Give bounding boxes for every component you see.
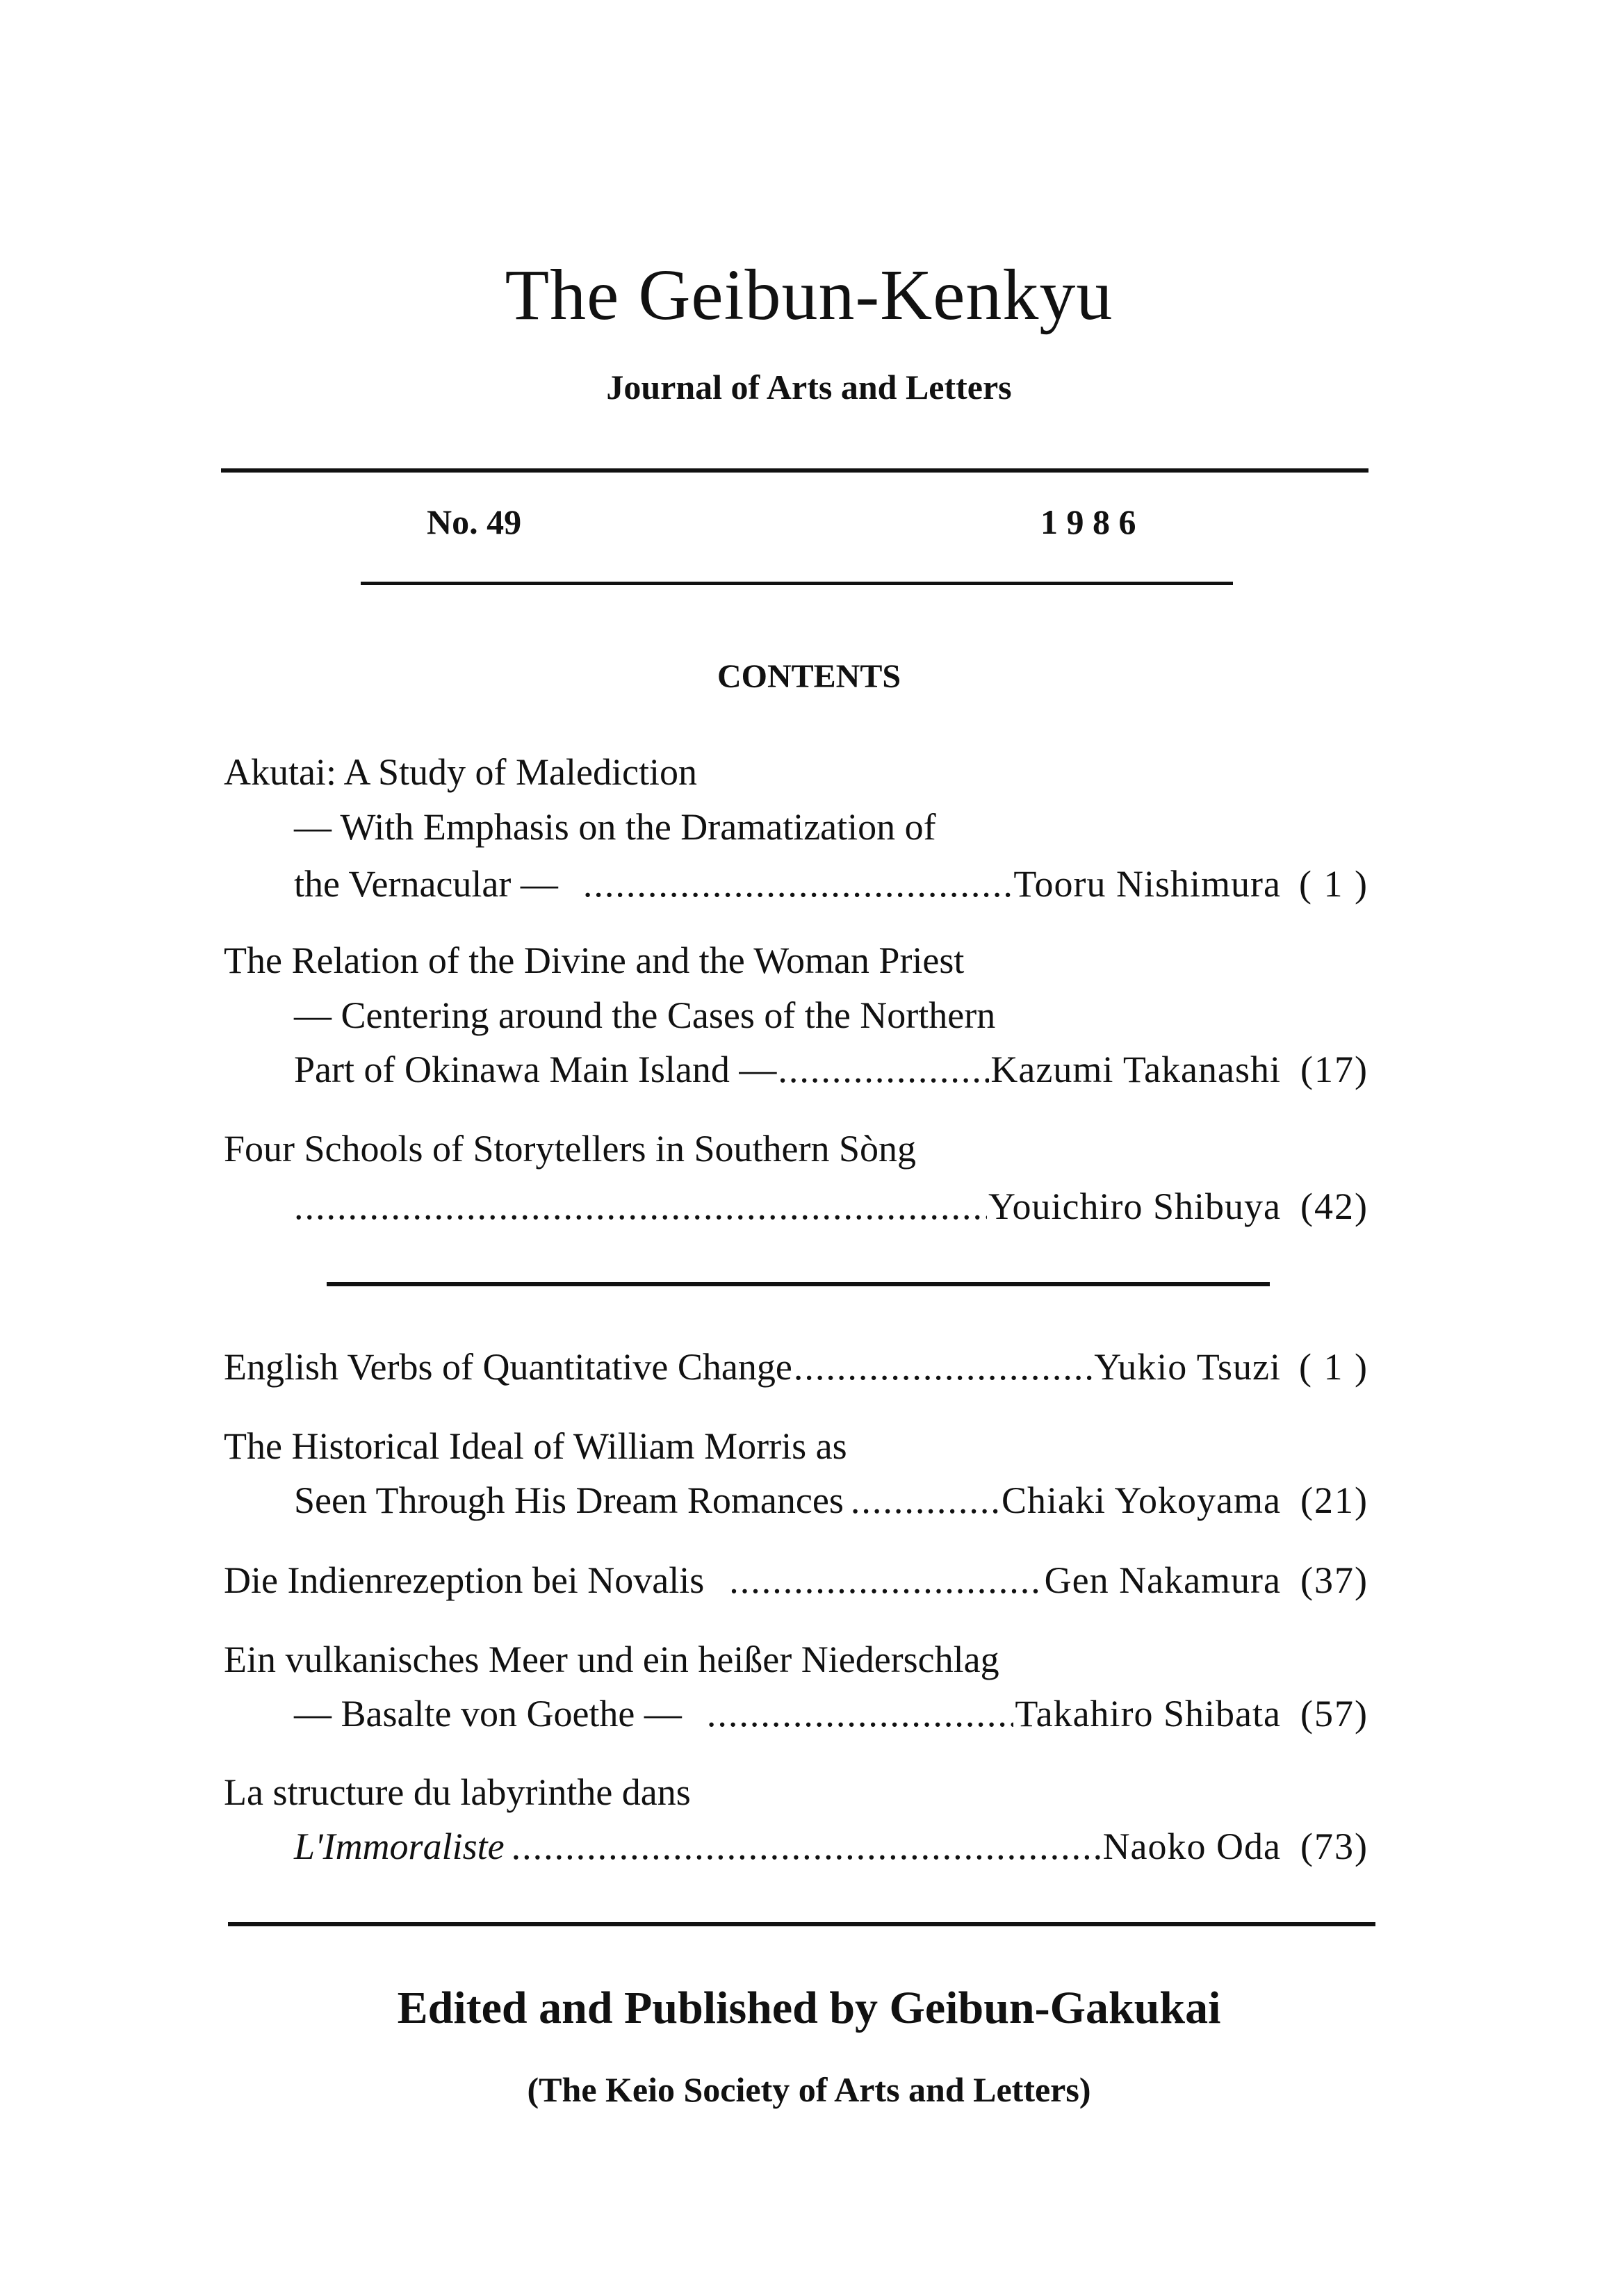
entry-page: (17) [1300, 1049, 1368, 1090]
toc-entry-4[interactable] [224, 1345, 1368, 1389]
entry-author: Chiaki Yokoyama [1001, 1479, 1281, 1521]
entry-page: ( 1 ) [1299, 863, 1368, 905]
toc-entry-2-line [294, 993, 1368, 1038]
entry-title: Four Schools of Storytellers in Southern Sòng [224, 1128, 916, 1170]
issue-number: No. 49 [427, 502, 522, 541]
entry-subtitle: Seen Through His Dream Romances [294, 1479, 844, 1521]
toc-entry-7-last[interactable] [294, 1691, 1368, 1736]
dot-leader [778, 1047, 989, 1092]
entry-title: The Relation of the Divine and the Woman Priest [224, 940, 965, 981]
journal-title: The Geibun-Kenkyu [505, 255, 1113, 335]
entry-author: Yukio Tsuzi [1094, 1346, 1281, 1388]
toc-entry-2-line [224, 938, 1368, 983]
journal-subtitle: Journal of Arts and Letters [606, 368, 1012, 407]
issue-year: 1 9 8 6 [1040, 502, 1136, 541]
toc-entry-3-last[interactable] [294, 1184, 1368, 1229]
entry-author: Youichiro Shibuya [988, 1186, 1281, 1227]
contents-heading: CONTENTS [717, 658, 901, 695]
entry-title: The Historical Ideal of William Morris as [224, 1425, 847, 1467]
toc-entry-5-last[interactable] [294, 1478, 1368, 1523]
entry-page: (73) [1300, 1826, 1368, 1867]
entry-subtitle: Part of Okinawa Main Island — [294, 1049, 777, 1090]
toc-entry-6[interactable] [224, 1558, 1368, 1602]
entry-title: Ein vulkanisches Meer und ein heißer Niederschlag [224, 1639, 999, 1680]
entry-page: (57) [1300, 1693, 1368, 1735]
toc-entry-5-line [224, 1424, 1368, 1468]
dot-leader [729, 1558, 1043, 1602]
toc-entry-3-line [224, 1126, 1368, 1171]
toc-entry-1-line [224, 750, 1368, 794]
divider-bottom [228, 1922, 1375, 1926]
dot-leader [512, 1824, 1102, 1869]
entry-page: (37) [1300, 1559, 1368, 1601]
dot-leader [851, 1478, 1000, 1523]
entry-author: Gen Nakamura [1044, 1559, 1281, 1601]
divider-sections [327, 1282, 1270, 1286]
publisher-line: Edited and Published by Geibun-Gakukai [397, 1983, 1221, 2033]
entry-subtitle: — Centering around the Cases of the Northern [294, 994, 996, 1036]
entry-subtitle: the Vernacular — [294, 863, 558, 905]
divider-top [221, 468, 1368, 473]
entry-author: Takahiro Shibata [1015, 1693, 1281, 1735]
toc-entry-1-last[interactable] [294, 862, 1368, 906]
entry-title: English Verbs of Quantitative Change [224, 1346, 792, 1388]
entry-author: Kazumi Takanashi [990, 1049, 1281, 1090]
entry-subtitle: — Basalte von Goethe — [294, 1693, 682, 1735]
toc-entry-2-last[interactable] [294, 1047, 1368, 1092]
dot-leader [583, 862, 1012, 906]
society-line: (The Keio Society of Arts and Letters) [527, 2070, 1091, 2109]
dot-leader [794, 1345, 1093, 1389]
toc-entry-8-last[interactable] [294, 1824, 1368, 1869]
entry-title: Die Indienrezeption bei Novalis [224, 1559, 705, 1601]
entry-page: (42) [1300, 1186, 1368, 1227]
entry-title: La structure du labyrinthe dans [224, 1771, 691, 1813]
dot-leader [294, 1184, 987, 1229]
entry-subtitle: L'Immoraliste [294, 1826, 505, 1867]
entry-author: Tooru Nishimura [1013, 863, 1281, 905]
entry-title: Akutai: A Study of Malediction [224, 751, 697, 793]
divider-issue [361, 582, 1233, 585]
entry-page: (21) [1300, 1479, 1368, 1521]
entry-author: Naoko Oda [1102, 1826, 1281, 1867]
entry-page: ( 1 ) [1299, 1346, 1368, 1388]
toc-entry-7-line [224, 1637, 1368, 1682]
entry-subtitle: — With Emphasis on the Dramatization of [294, 806, 936, 848]
dot-leader [707, 1691, 1014, 1736]
toc-entry-1-line [294, 805, 1368, 849]
toc-entry-8-line [224, 1770, 1368, 1814]
